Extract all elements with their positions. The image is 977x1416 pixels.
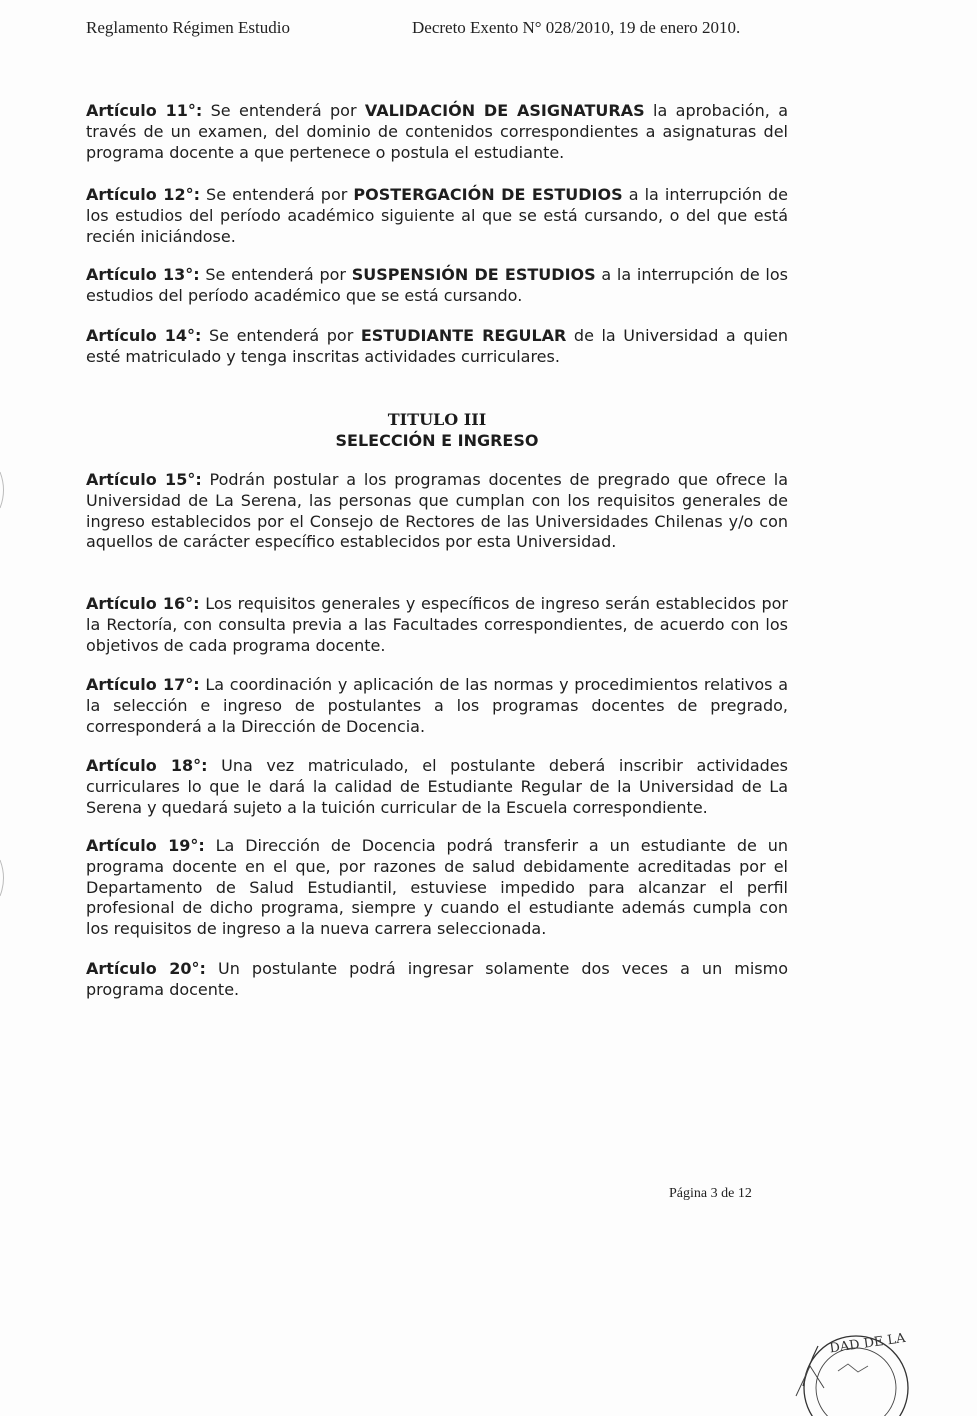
article-19	[86, 836, 788, 940]
article-label: Artículo 20°:	[86, 959, 206, 978]
article-label: Artículo 19°:	[86, 836, 205, 855]
article-text-post: la aprobación, a través de un examen, del dominio de contenidos correspondientes a asignaturas del programa docente a que pertenece o postula el estudiante.	[86, 101, 789, 162]
article-text: La coordinación y aplicación de las normas y procedimientos relativos a la selección e ingreso de postulantes a los programas docentes de pregrado, corresponderá a la Dirección de Docencia.	[86, 675, 788, 736]
article-17	[86, 675, 788, 737]
article-label: Artículo 18°:	[86, 756, 208, 775]
section-subtitle: SELECCIÓN E INGRESO	[335, 431, 539, 450]
article-text: Podrán postular a los programas docentes de pregrado que ofrece la Universidad de La Serena, las personas que cumplan con los requisitos generales de ingreso establecidos por el Consejo de Rectores de las Universidades Chilenas y/o con aquellos de carácter específico establecidos por esta Universidad.	[86, 470, 788, 552]
article-label: Artículo 17°:	[86, 675, 200, 694]
article-term: ESTUDIANTE REGULAR	[360, 326, 567, 345]
scan-edge-mark-icon	[0, 470, 8, 510]
article-label: Artículo 15°:	[86, 470, 202, 489]
article-13	[86, 265, 788, 307]
article-11	[86, 101, 788, 163]
article-text: Una vez matriculado, el postulante deberá inscribir actividades curriculares lo que le dará la calidad de Estudiante Regular de la Universidad de La Serena y quedará sujeto a la tuición curricular de la Escuela correspondiente.	[86, 756, 788, 817]
article-text-pre: Se entenderá por	[201, 326, 361, 345]
article-term: SUSPENSIÓN DE ESTUDIOS	[351, 265, 596, 284]
article-text: Los requisitos generales y específicos de ingreso serán establecidos por la Rectoría, con consulta previa a las Facultades correspondientes, de acuerdo con los objetivos de cada programa docente.	[86, 594, 788, 655]
header-decree: Decreto Exento N° 028/2010, 19 de enero 2010.	[412, 18, 741, 37]
article-text: La Dirección de Docencia podrá transferir a un estudiante de un programa docente en el que, por razones de salud debidamente acreditadas por el Departamento de Salud Estudiantil, estuviese impedido para alcanzar el perfil profesional de dicho programa, siempre y cuando el estudiante además cumpla con los requisitos de ingreso a la nueva carrera seleccionada.	[86, 836, 788, 939]
article-label: Artículo 14°:	[86, 326, 202, 345]
article-text-post: a la interrupción de los estudios del período académico siguiente al que se está cursando, o del que está recién iniciándose.	[86, 185, 788, 246]
article-14	[86, 326, 788, 368]
scan-edge-mark-icon	[0, 858, 8, 898]
section-heading	[86, 409, 788, 451]
article-text-pre: Se entenderá por	[202, 101, 365, 120]
article-label: Artículo 13°:	[86, 265, 200, 284]
article-label: Artículo 12°:	[86, 185, 200, 204]
university-seal-icon	[788, 1326, 918, 1416]
article-label: Artículo 11°:	[86, 101, 203, 120]
section-title: TITULO III	[387, 410, 487, 429]
article-16	[86, 594, 788, 656]
article-term: VALIDACIÓN DE ASIGNATURAS	[364, 101, 645, 120]
article-text: Un postulante podrá ingresar solamente dos veces a un mismo programa docente.	[86, 959, 789, 999]
article-text-pre: Se entenderá por	[199, 185, 354, 204]
article-label: Artículo 16°:	[86, 594, 200, 613]
article-text-post: de la Universidad a quien esté matriculado y tenga inscritas actividades curriculares.	[86, 326, 789, 366]
article-text-pre: Se entenderá por	[199, 265, 352, 284]
header-title: Reglamento Régimen Estudio	[86, 18, 290, 37]
page-number: Página 3 de 12	[669, 1186, 752, 1201]
article-20	[86, 959, 788, 1001]
article-15	[86, 470, 788, 553]
article-18	[86, 756, 788, 818]
svg-text:DAD DE LA: DAD DE LA	[828, 1330, 907, 1357]
article-term: POSTERGACIÓN DE ESTUDIOS	[353, 185, 623, 204]
article-12	[86, 185, 788, 247]
article-text-post: a la interrupción de los estudios del período académico que se está cursando.	[86, 265, 788, 305]
